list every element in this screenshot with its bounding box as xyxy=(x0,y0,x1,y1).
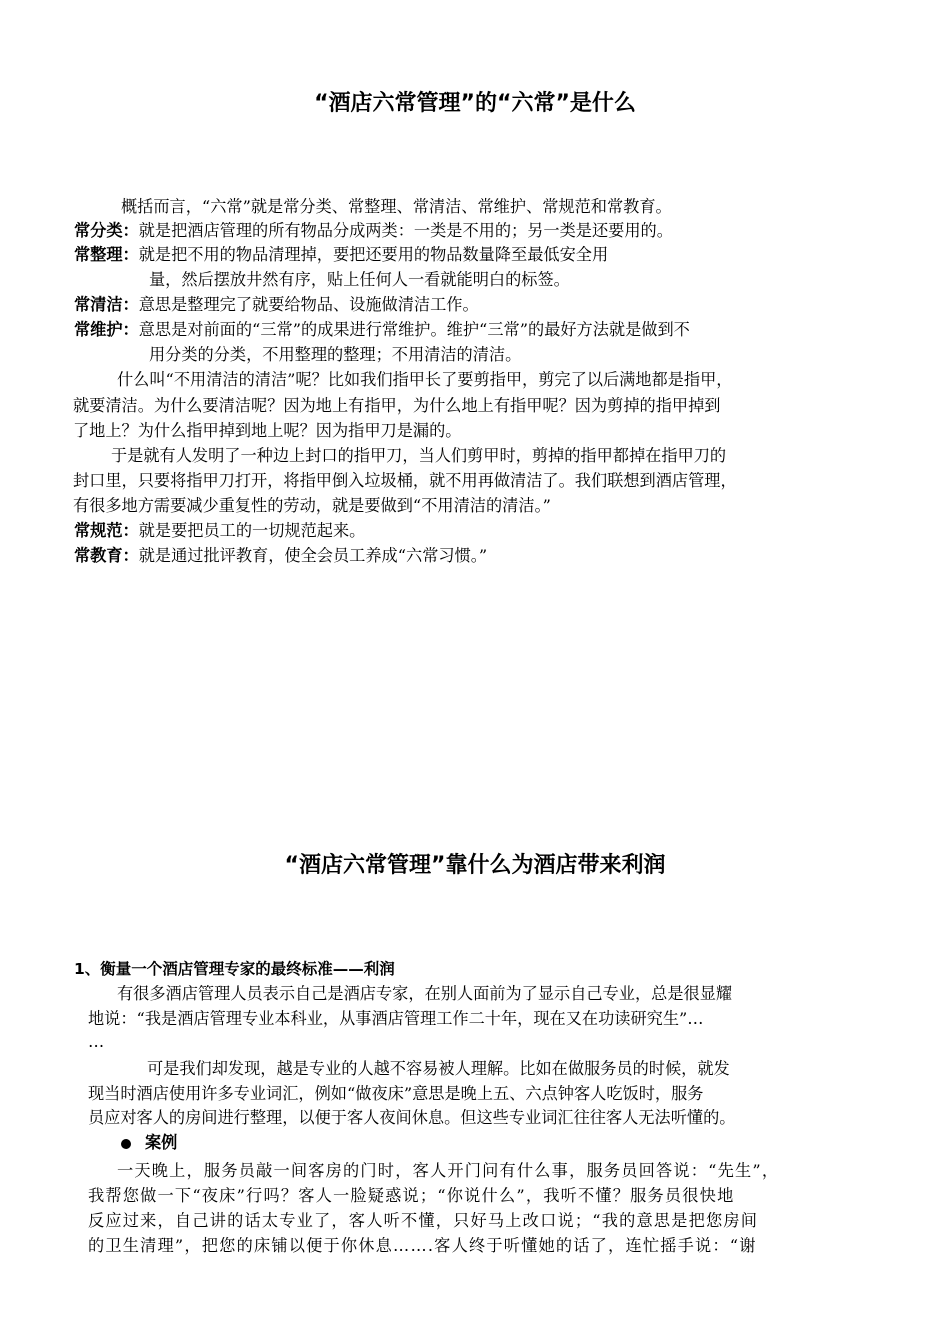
guifan-text: 就是要把员工的一切规范起来。 xyxy=(138,521,366,540)
s2-para1-line3: … xyxy=(88,1032,105,1051)
section1-title: “酒店六常管理”的“六常”是什么 xyxy=(314,91,636,116)
para2-line2: 封口里，只要将指甲刀打开，将指甲倒入垃圾桶，就不用再做清洁了。我们联想到酒店管理， xyxy=(73,471,737,490)
weihu-text-line1: 意思是对前面的“三常”的成果进行常维护。维护“三常”的最好方法就是做到不 xyxy=(138,320,690,339)
zhengli-text-line1: 就是把不用的物品清理掉，要把还要用的物品数量降至最低安全用 xyxy=(138,245,609,264)
zhengli-row xyxy=(74,243,608,266)
weihu-text-line2: 用分类的分类，不用整理的整理；不用清洁的清洁。 xyxy=(149,345,522,364)
fenlei-row xyxy=(74,219,673,242)
case-line4: 的卫生清理”，把您的床铺以便于你休息…….客人终于听懂她的话了，连忙摇手说：“谢 xyxy=(88,1236,757,1255)
qingjie-text: 意思是整理完了就要给物品、设施做清洁工作。 xyxy=(138,295,479,314)
section2-title: “酒店六常管理”靠什么为酒店带来利润 xyxy=(284,853,666,878)
case-line2: 我帮您做一下“夜床”行吗？客人一脸疑惑说；“你说什么”，我听不懂？服务员很快地 xyxy=(88,1186,735,1205)
zhengli-text-line2: 量，然后摆放井然有序，贴上任何人一看就能明白的标签。 xyxy=(149,270,570,289)
qingjie-row xyxy=(74,293,479,316)
para2-line3: 有很多地方需要减少重复性的劳动，就是要做到“不用清洁的清洁。” xyxy=(73,496,551,515)
fenlei-text: 就是把酒店管理的所有物品分成两类：一类是不用的；另一类是还要用的。 xyxy=(138,221,673,240)
bullet-icon xyxy=(121,1139,131,1149)
guifan-row xyxy=(74,519,365,542)
case-line1: 一天晚上，服务员敲一间客房的门时，客人开门问有什么事，服务员回答说：“先生”， xyxy=(117,1161,780,1180)
fenlei-label: 常分类： xyxy=(74,221,139,240)
jiaoyu-row xyxy=(74,544,487,567)
s2-para1-line2: 地说：“我是酒店管理专业本科业，从事酒店管理工作二十年，现在又在功读研究生”… xyxy=(88,1009,704,1028)
case-line3: 反应过来，自己讲的话太专业了，客人听不懂，只好马上改口说；“我的意思是把您房间 xyxy=(88,1211,759,1230)
para2-line1: 于是就有人发明了一种边上封口的指甲刀，当人们剪甲时，剪掉的指甲都掉在指甲刀的 xyxy=(111,446,727,465)
s2-para2-line1: 可是我们却发现，越是专业的人越不容易被人理解。比如在做服务员的时候，就发 xyxy=(147,1059,730,1078)
case-label: 案例 xyxy=(145,1133,178,1152)
weihu-label: 常维护： xyxy=(74,320,139,339)
heading-profit-standard: 1、衡量一个酒店管理专家的最终标准——利润 xyxy=(74,960,395,978)
qingjie-label: 常清洁： xyxy=(74,295,139,314)
guifan-label: 常规范： xyxy=(74,521,139,540)
jiaoyu-text: 就是通过批评教育，使全会员工养成“六常习惯。” xyxy=(138,546,488,565)
intro-paragraph: 概括而言，“六常”就是常分类、常整理、常清洁、常维护、常规范和常教育。 xyxy=(121,197,672,216)
para1-line2: 就要清洁。为什么要清洁呢？因为地上有指甲，为什么地上有指甲呢？因为剪掉的指甲掉到 xyxy=(73,396,721,415)
para1-line1: 什么叫“不用清洁的清洁”呢？比如我们指甲长了要剪指甲，剪完了以后满地都是指甲， xyxy=(117,370,733,389)
para1-line3: 了地上？为什么指甲掉到地上呢？因为指甲刀是漏的。 xyxy=(73,421,462,440)
jiaoyu-label: 常教育： xyxy=(74,546,139,565)
s2-para1-line1: 有很多酒店管理人员表示自己是酒店专家，在别人面前为了显示自己专业，总是很显耀 xyxy=(117,984,733,1003)
s2-para2-line3: 员应对客人的房间进行整理，以便于客人夜间休息。但这些专业词汇往往客人无法听懂的。 xyxy=(88,1108,736,1127)
zhengli-label: 常整理： xyxy=(74,245,139,264)
weihu-row xyxy=(74,318,690,341)
case-heading xyxy=(121,1131,177,1154)
s2-para2-line2: 现当时酒店使用许多专业词汇，例如“做夜床”意思是晚上五、六点钟客人吃饭时，服务 xyxy=(88,1084,704,1103)
